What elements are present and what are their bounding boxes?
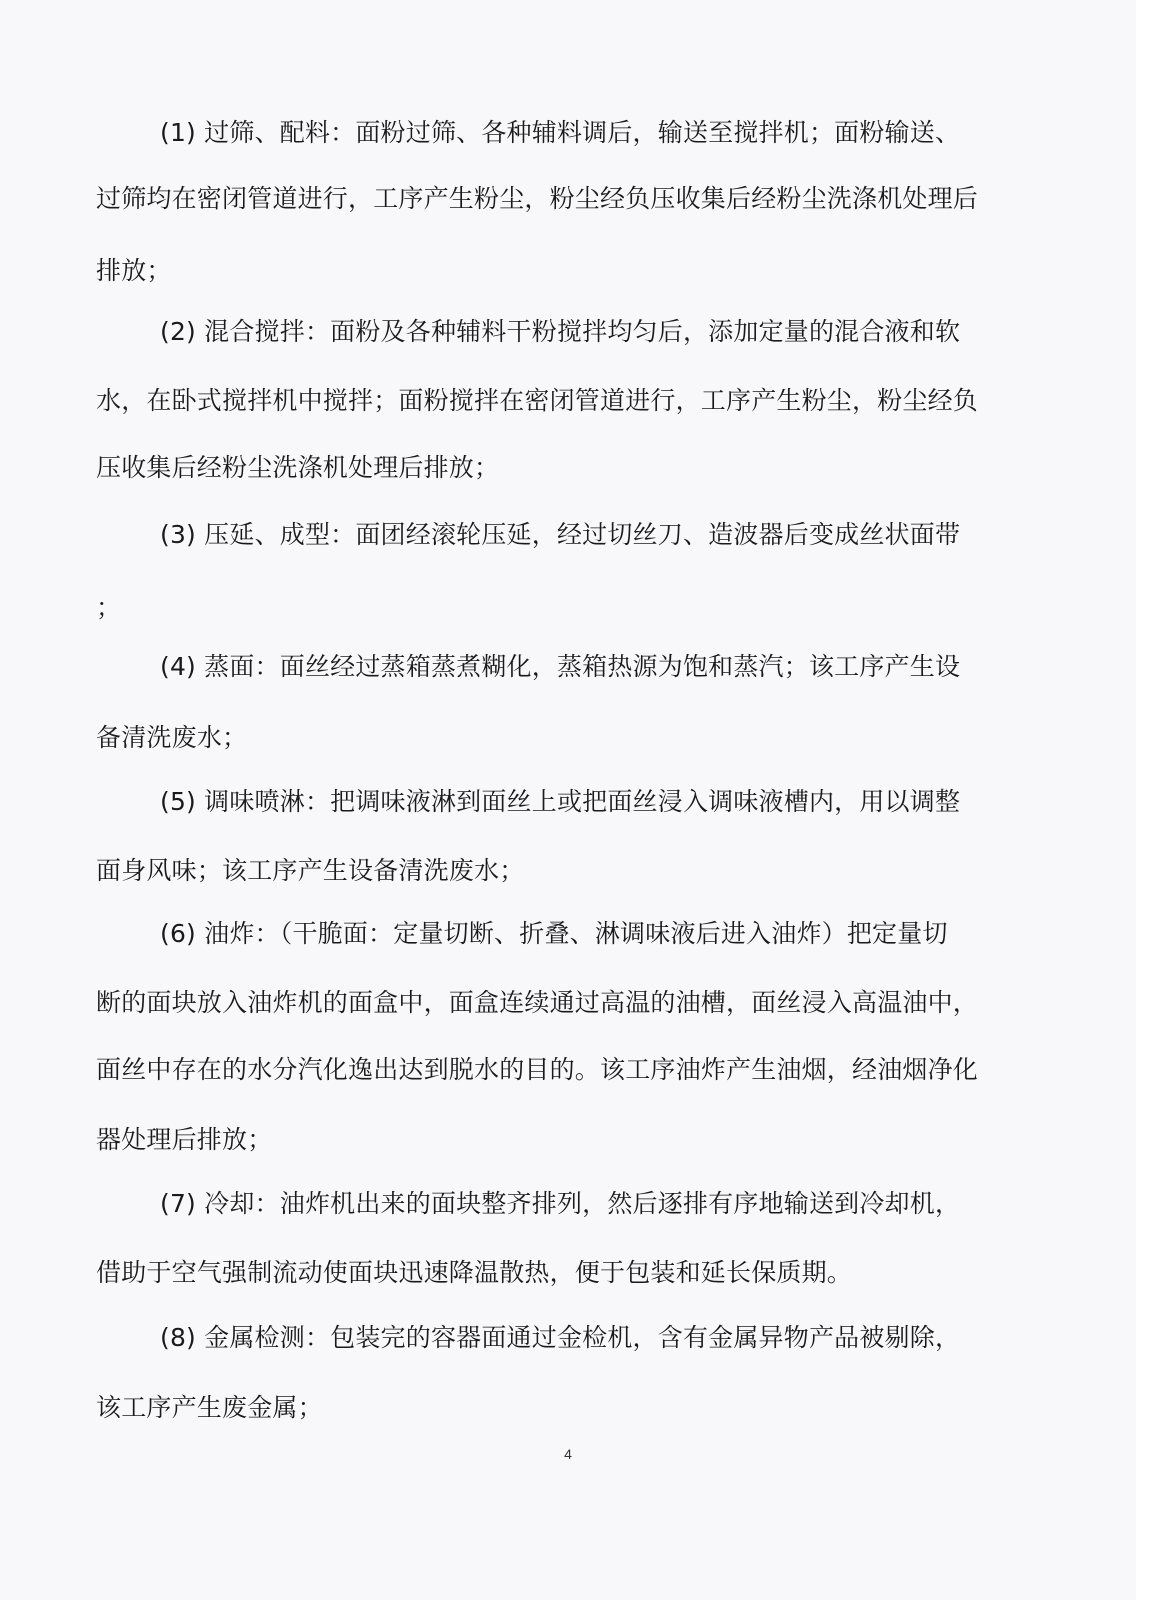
paragraph-8-line-1: (8) 金属检测：包装完的容器面通过金检机，含有金属异物产品被剔除， (160, 1323, 961, 1352)
paragraph-2-line-2: 水，在卧式搅拌机中搅拌；面粉搅拌在密闭管道进行，工序产生粉尘，粉尘经负 (96, 386, 979, 415)
paragraph-5-line-2: 面身风味；该工序产生设备清洗废水； (96, 856, 525, 885)
paragraph-1-line-1: (1) 过筛、配料：面粉过筛、各种辅料调后，输送至搅拌机；面粉输送、 (160, 118, 961, 147)
paragraph-5-line-1: (5) 调味喷淋：把调味液淋到面丝上或把面丝浸入调味液槽内，用以调整 (160, 787, 961, 816)
paragraph-3-line-1: (3) 压延、成型：面团经滚轮压延，经过切丝刀、造波器后变成丝状面带 (160, 520, 961, 549)
paragraph-3-line-2: ； (96, 593, 122, 622)
page-number: 4 (564, 1446, 572, 1462)
paragraph-6-line-1: (6) 油炸：（干脆面：定量切断、折叠、淋调味液后进入油炸）把定量切 (160, 919, 948, 948)
paragraph-4-line-2: 备清洗废水； (96, 723, 248, 752)
paragraph-4-line-1: (4) 蒸面：面丝经过蒸箱蒸煮糊化，蒸箱热源为饱和蒸汽；该工序产生设 (160, 652, 961, 681)
paragraph-7-line-2: 借助于空气强制流动使面块迅速降温散热，便于包装和延长保质期。 (96, 1258, 853, 1287)
paragraph-1-line-3: 排放； (96, 256, 172, 285)
paragraph-6-line-4: 器处理后排放； (96, 1125, 273, 1154)
paragraph-6-line-3: 面丝中存在的水分汽化逸出达到脱水的目的。该工序油炸产生油烟，经油烟净化 (96, 1055, 979, 1084)
page-edge (1136, 0, 1163, 1600)
paragraph-1-line-2: 过筛均在密闭管道进行，工序产生粉尘，粉尘经负压收集后经粉尘洗涤机处理后 (96, 184, 979, 213)
paragraph-2-line-1: (2) 混合搅拌：面粉及各种辅料干粉搅拌均匀后，添加定量的混合液和软 (160, 317, 961, 346)
paragraph-7-line-1: (7) 冷却：油炸机出来的面块整齐排列，然后逐排有序地输送到冷却机， (160, 1189, 961, 1218)
paragraph-2-line-3: 压收集后经粉尘洗涤机处理后排放； (96, 453, 500, 482)
paragraph-6-line-2: 断的面块放入油炸机的面盒中，面盒连续通过高温的油槽，面丝浸入高温油中， (96, 988, 979, 1017)
paragraph-8-line-2: 该工序产生废金属； (96, 1393, 323, 1422)
